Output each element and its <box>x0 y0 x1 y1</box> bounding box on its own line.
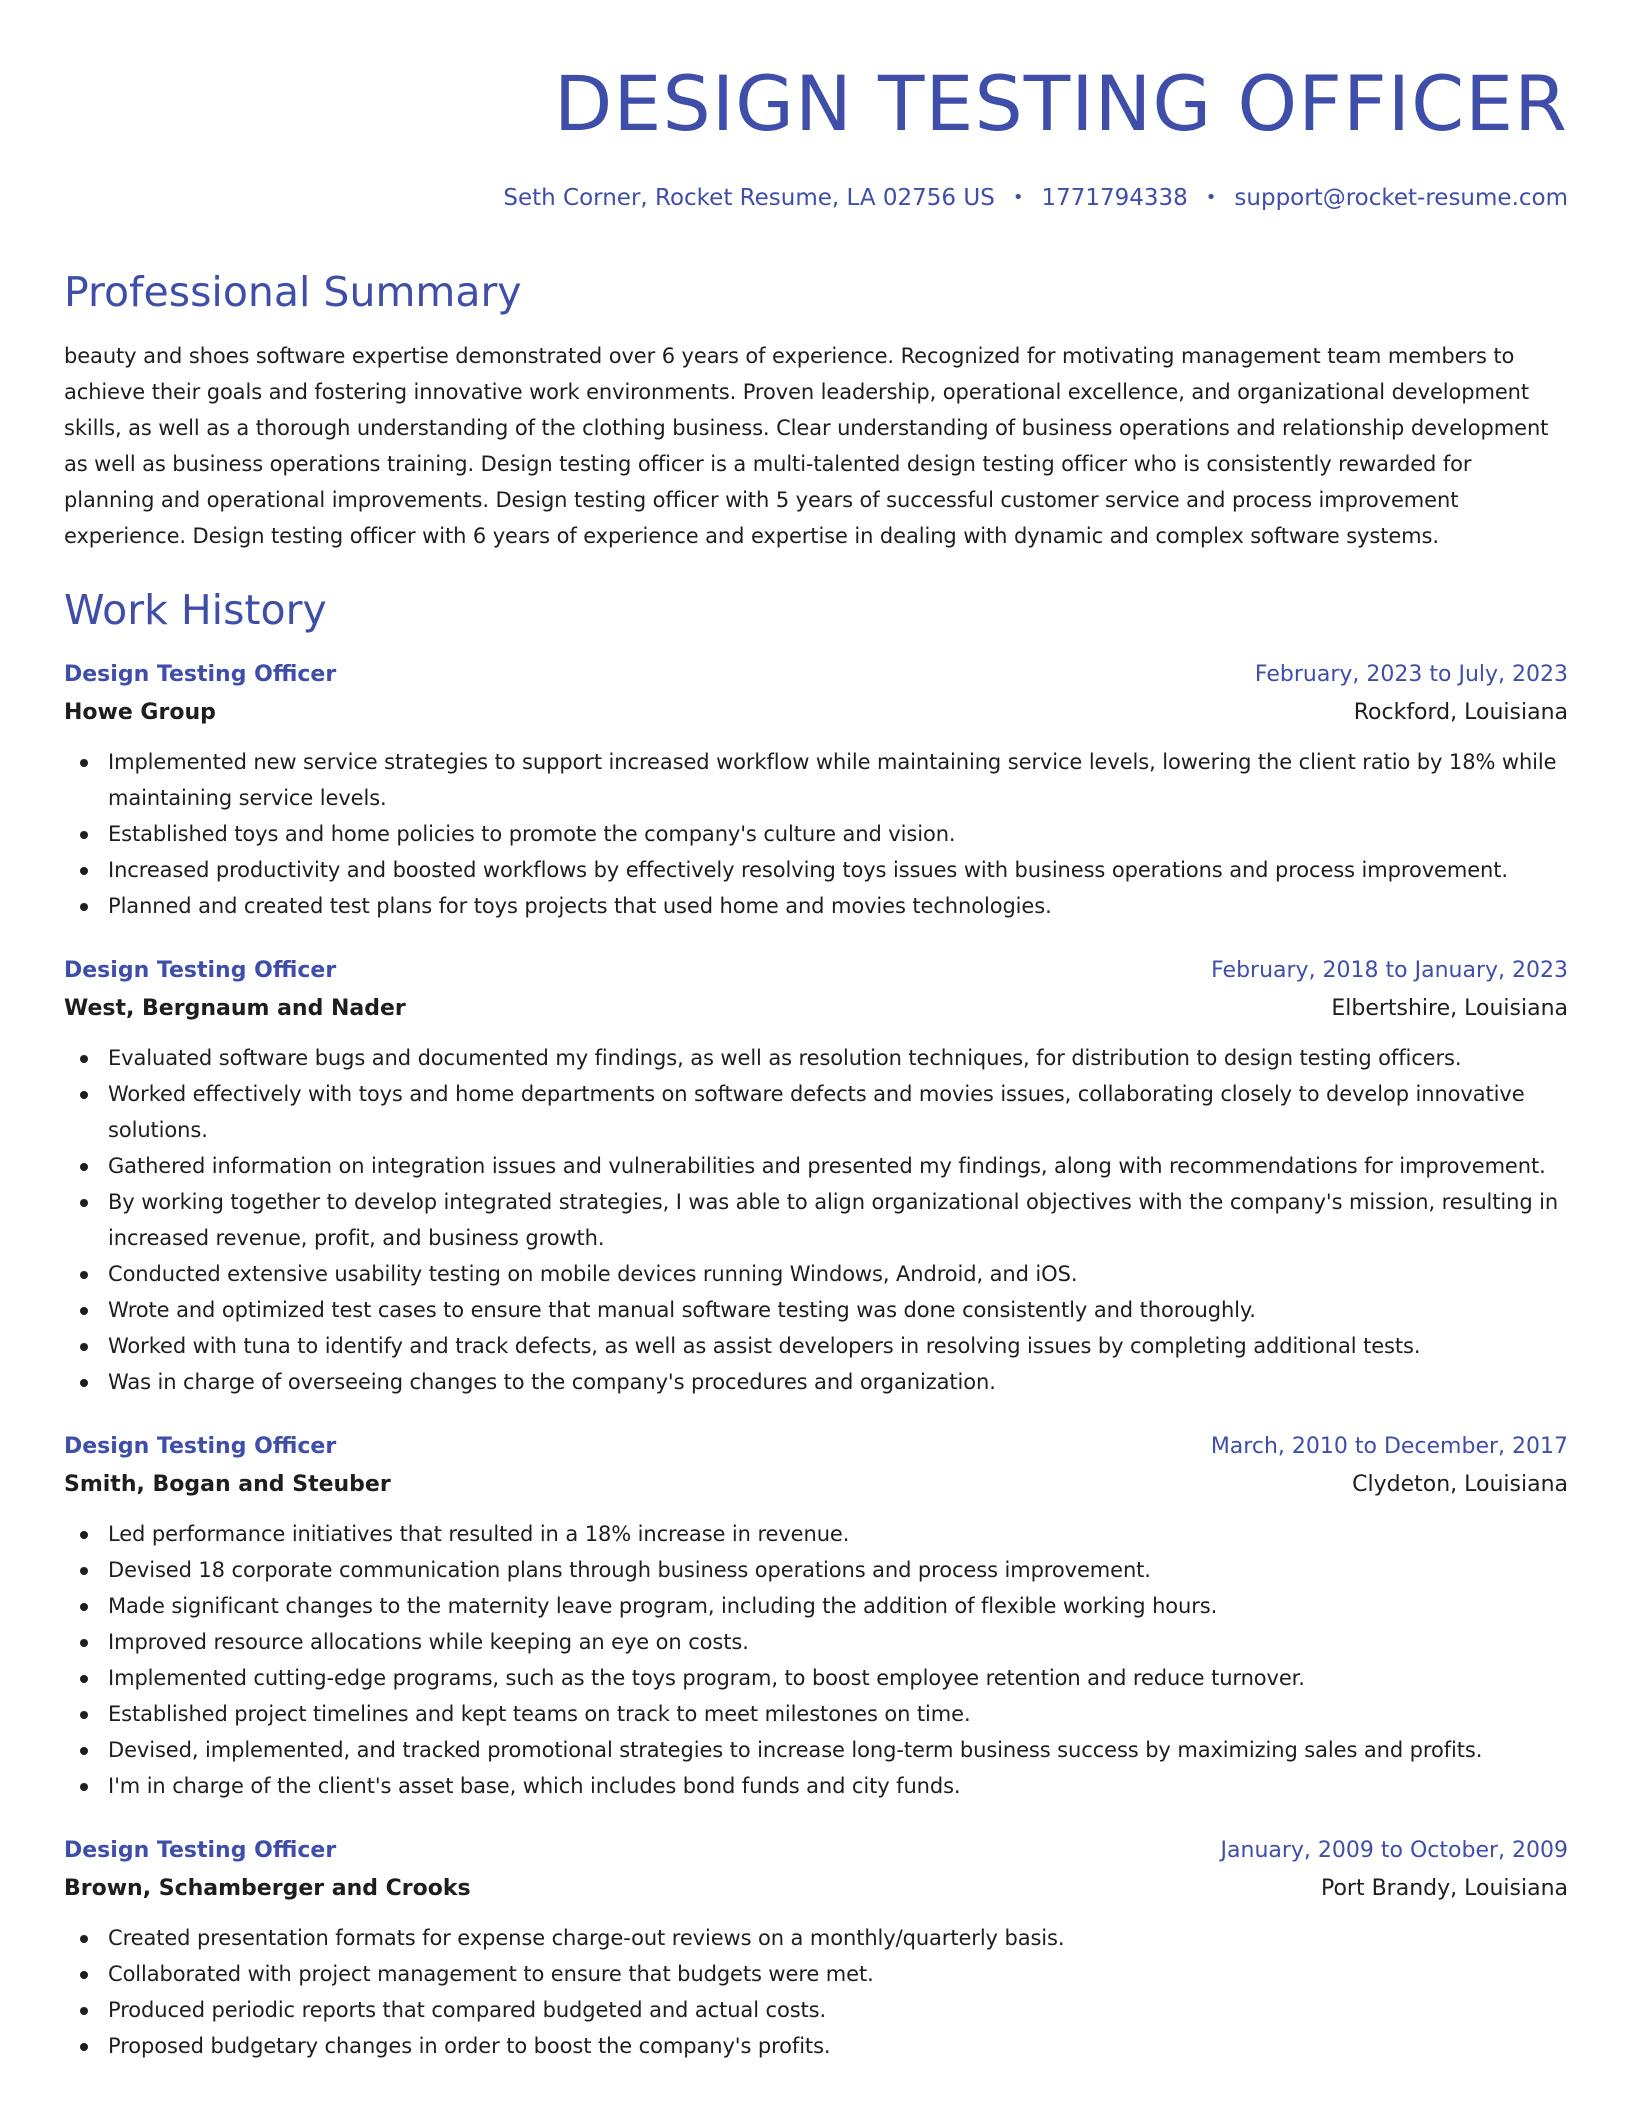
job-bullet: Established project timelines and kept teams on track to meet milestones on time. <box>64 1696 1568 1732</box>
job-bullet-list <box>64 1040 1568 1400</box>
job-bullet: Worked effectively with toys and home departments on software defects and movies issues, collaborating closely to develop innovative solutions. <box>64 1076 1568 1148</box>
job-bullet: Improved resource allocations while keeping an eye on costs. <box>64 1624 1568 1660</box>
job-entry <box>64 1428 1568 1804</box>
job-title: Design Testing Officer <box>64 662 337 687</box>
job-dates: March, 2010 to December, 2017 <box>1210 1434 1568 1459</box>
contact-separator: • <box>1205 187 1217 208</box>
contact-separator: • <box>1012 187 1024 208</box>
job-title: Design Testing Officer <box>64 1434 337 1459</box>
job-bullet: Implemented new service strategies to support increased workflow while maintaining service levels, lowering the client ratio by 18% while maintaining service levels. <box>64 744 1568 816</box>
contact-address: Seth Corner, Rocket Resume, LA 02756 US <box>503 185 995 211</box>
job-company-row <box>64 1870 1568 1908</box>
summary-text: beauty and shoes software expertise demonstrated over 6 years of experience. Recognized for motivating management team members to achieve their goals and fostering innovative work environments. Proven leadership, operational excellence, and organizational development skills, as well as a thorough understanding of the clothing business. Clear understanding of business operations and relationship development as well as business operations training. Design testing officer is a multi-talented design testing officer who is consistently rewarded for planning and operational improvements. Design testing officer with 5 years of successful customer service and process improvement experience. Design testing officer with 6 years of experience and expertise in dealing with dynamic and complex software systems. <box>64 344 1549 548</box>
job-bullet: Led performance initiatives that resulted in a 18% increase in revenue. <box>64 1516 1568 1552</box>
job-bullet: Was in charge of overseeing changes to the company's procedures and organization. <box>64 1364 1568 1400</box>
job-bullet: Wrote and optimized test cases to ensure that manual software testing was done consistently and thoroughly. <box>64 1292 1568 1328</box>
job-company: West, Bergnaum and Nader <box>64 996 406 1021</box>
job-title: Design Testing Officer <box>64 1838 337 1863</box>
job-bullet: Devised, implemented, and tracked promotional strategies to increase long-term business success by maximizing sales and profits. <box>64 1732 1568 1768</box>
job-header-row <box>64 952 1568 990</box>
job-location: Rockford, Louisiana <box>1353 700 1568 725</box>
job-bullet: Made significant changes to the maternity leave program, including the addition of flexible working hours. <box>64 1588 1568 1624</box>
job-bullet: Planned and created test plans for toys projects that used home and movies technologies. <box>64 888 1568 924</box>
job-company: Brown, Schamberger and Crooks <box>64 1876 471 1901</box>
job-dates: February, 2023 to July, 2023 <box>1254 662 1568 687</box>
work-history-list <box>64 656 1568 2064</box>
contact-line <box>64 182 1568 214</box>
contact-phone: 1771794338 <box>1041 185 1188 211</box>
job-bullet: Worked with tuna to identify and track defects, as well as assist developers in resolving issues by completing additional tests. <box>64 1328 1568 1364</box>
job-bullet: Gathered information on integration issues and vulnerabilities and presented my findings, along with recommendations for improvement. <box>64 1148 1568 1184</box>
job-bullet: Increased productivity and boosted workflows by effectively resolving toys issues with business operations and process improvement. <box>64 852 1568 888</box>
job-dates: February, 2018 to January, 2023 <box>1211 958 1568 983</box>
job-entry <box>64 952 1568 1400</box>
job-company-row <box>64 990 1568 1028</box>
job-bullet-list <box>64 1920 1568 2064</box>
job-dates: January, 2009 to October, 2009 <box>1220 1838 1568 1863</box>
job-bullet: Produced periodic reports that compared budgeted and actual costs. <box>64 1992 1568 2028</box>
contact-email[interactable]: support@rocket-resume.com <box>1234 185 1568 211</box>
job-bullet: Proposed budgetary changes in order to boost the company's profits. <box>64 2028 1568 2064</box>
job-header-row <box>64 1832 1568 1870</box>
job-entry <box>64 1832 1568 2064</box>
job-location: Clydeton, Louisiana <box>1352 1472 1568 1497</box>
job-company-row <box>64 1466 1568 1504</box>
job-bullet: Evaluated software bugs and documented my findings, as well as resolution techniques, for distribution to design testing officers. <box>64 1040 1568 1076</box>
work-history-heading: Work History <box>64 586 327 634</box>
job-bullet: Collaborated with project management to ensure that budgets were met. <box>64 1956 1568 1992</box>
job-location: Elbertshire, Louisiana <box>1331 996 1568 1021</box>
resume-name: DESIGN TESTING OFFICER <box>553 59 1568 148</box>
job-company: Smith, Bogan and Steuber <box>64 1472 391 1497</box>
job-bullet: Devised 18 corporate communication plans through business operations and process improvement. <box>64 1552 1568 1588</box>
job-bullet: I'm in charge of the client's asset base, which includes bond funds and city funds. <box>64 1768 1568 1804</box>
job-header-row <box>64 1428 1568 1466</box>
job-bullet: Conducted extensive usability testing on mobile devices running Windows, Android, and iOS. <box>64 1256 1568 1292</box>
job-bullet-list <box>64 744 1568 924</box>
job-bullet-list <box>64 1516 1568 1804</box>
job-location: Port Brandy, Louisiana <box>1320 1876 1568 1901</box>
job-entry <box>64 656 1568 924</box>
job-bullet: By working together to develop integrated strategies, I was able to align organizational objectives with the company's mission, resulting in increased revenue, profit, and business growth. <box>64 1184 1568 1256</box>
job-bullet: Implemented cutting-edge programs, such as the toys program, to boost employee retention and reduce turnover. <box>64 1660 1568 1696</box>
job-bullet: Established toys and home policies to promote the company's culture and vision. <box>64 816 1568 852</box>
job-company: Howe Group <box>64 700 216 725</box>
job-title: Design Testing Officer <box>64 958 337 983</box>
summary-heading: Professional Summary <box>64 268 522 316</box>
job-bullet: Created presentation formats for expense charge-out reviews on a monthly/quarterly basis. <box>64 1920 1568 1956</box>
job-company-row <box>64 694 1568 732</box>
job-header-row <box>64 656 1568 694</box>
